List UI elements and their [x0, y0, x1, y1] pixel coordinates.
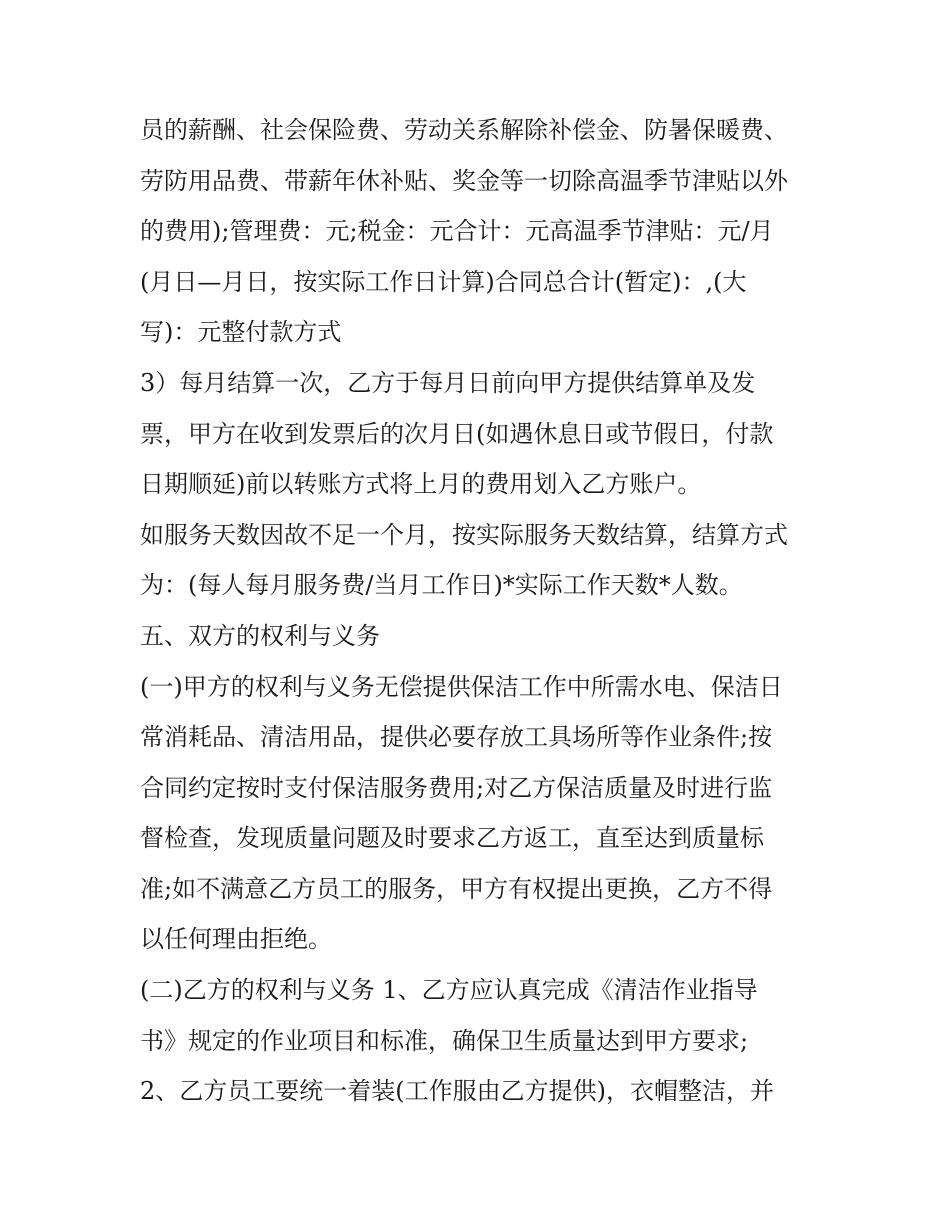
- text-line: 书》规定的作业项目和标准，确保卫生质量达到甲方要求;: [140, 1027, 749, 1055]
- text-line: 日期顺延)前以转账方式将上月的费用划入乙方账户。: [140, 470, 702, 498]
- text-line: 如服务天数因故不足一个月，按实际服务天数结算，结算方式: [140, 521, 788, 549]
- text-line: 准;如不满意乙方员工的服务，甲方有权提出更换，乙方不得: [140, 875, 773, 903]
- text-line: 票，甲方在收到发票后的次月日(如遇休息日或节假日，付款: [140, 420, 774, 448]
- text-line: 劳防用品费、带薪年休补贴、奖金等一切除高温季节津贴以外: [140, 167, 788, 195]
- text-line: 的费用);管理费：元;税金：元合计：元高温季节津贴：元/月: [140, 217, 774, 245]
- text-line: 督检查，发现质量问题及时要求乙方返工，直至达到质量标: [140, 824, 764, 852]
- text-line: (一)甲方的权利与义务无偿提供保洁工作中所需水电、保洁日: [140, 673, 783, 701]
- section-heading: 五、双方的权利与义务: [140, 622, 380, 650]
- text-line: 合同约定按时支付保洁服务费用;对乙方保洁质量及时进行监: [140, 774, 773, 802]
- text-line: 为：(每人每月服务费/当月工作日)*实际工作天数*人数。: [140, 571, 743, 599]
- text-line: (二)乙方的权利与义务 1、乙方应认真完成《清洁作业指导: [140, 976, 758, 1004]
- text-line: 员的薪酬、社会保险费、劳动关系解除补偿金、防暑保暖费、: [140, 116, 788, 144]
- text-line: 写)：元整付款方式: [140, 318, 342, 346]
- text-line: 常消耗品、清洁用品，提供必要存放工具场所等作业条件;按: [140, 723, 773, 751]
- text-line: 2、乙方员工要统一着装(工作服由乙方提供)，衣帽整洁，并: [140, 1077, 774, 1105]
- text-line: 以任何理由拒绝。: [140, 925, 332, 953]
- text-line: (月日—月日，按实际工作日计算)合同总合计(暂定)：,(大: [140, 268, 747, 296]
- text-line: 3）每月结算一次，乙方于每月日前向甲方提供结算单及发: [140, 369, 756, 397]
